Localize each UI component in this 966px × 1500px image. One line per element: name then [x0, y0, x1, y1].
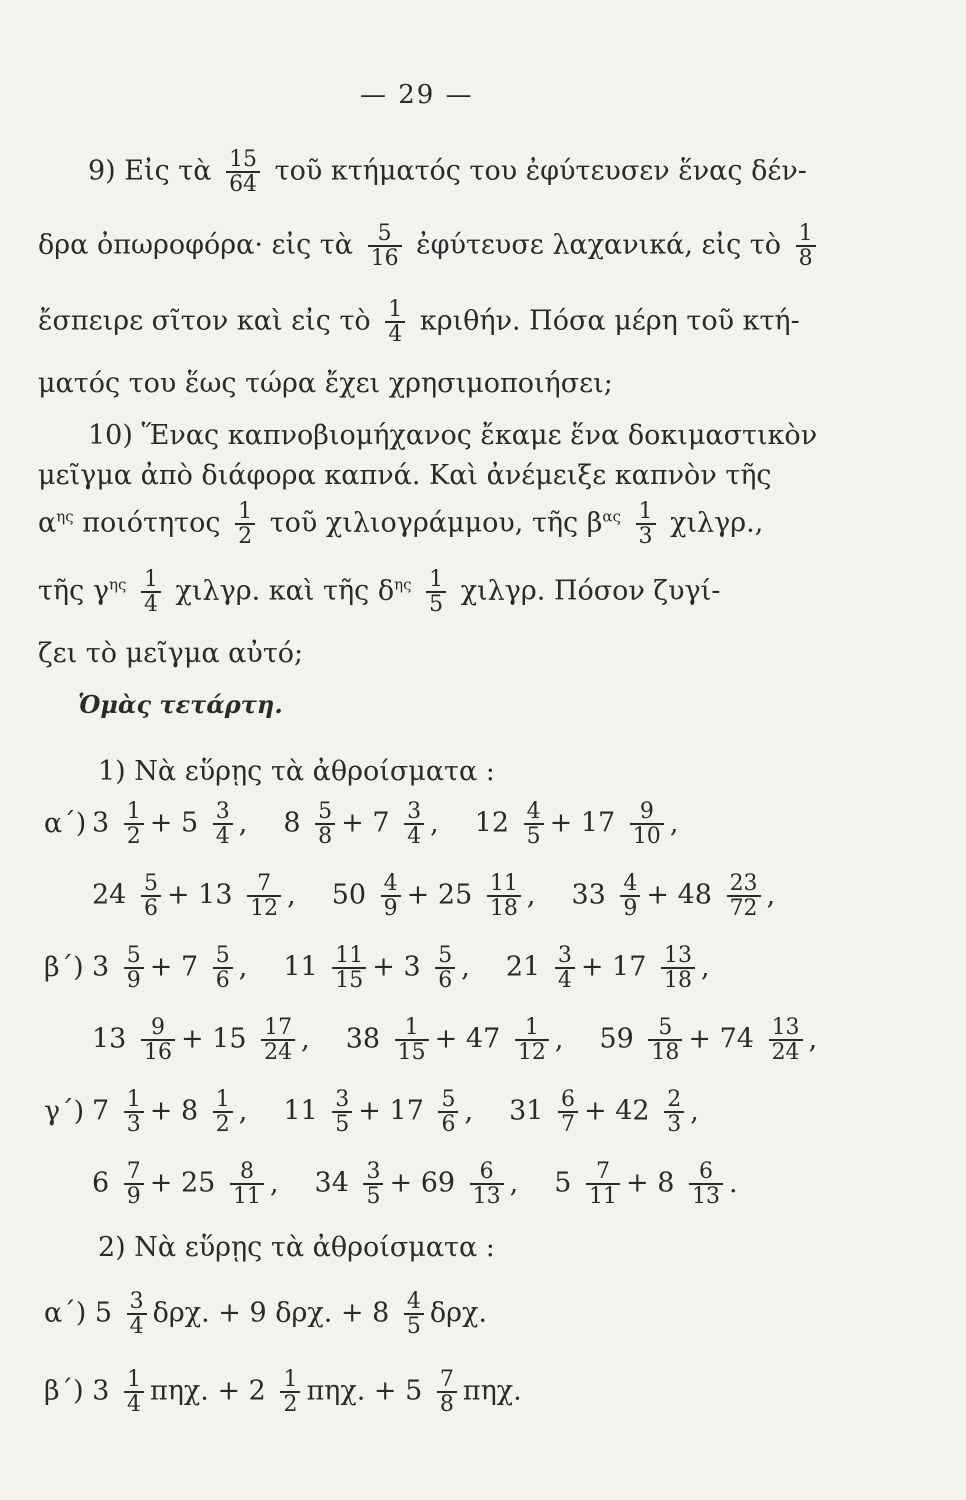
- fraction: $\frac{13}{18}$: [661, 944, 695, 992]
- fraction: $\frac{3}{4}$: [213, 800, 233, 848]
- problem10-line2: μεῖγμα ἀπὸ διάφορα καπνά. Καὶ ἀνέμειξε καπνὸν τῆς: [38, 460, 772, 491]
- sum-expression: 34 $\frac{3}{5}$ + 69 $\frac{6}{13}$ ,: [314, 1159, 519, 1210]
- text: ἔσπειρε σῖτον καὶ εἰς τὸ: [38, 305, 371, 337]
- problem9-line3: [38, 298, 800, 346]
- fraction: $\frac{9}{16}$: [141, 1016, 175, 1064]
- fraction: $\frac{5}{6}$: [141, 872, 161, 920]
- text: ἐφύτευσε λαχανικά, εἰς τὸ: [416, 229, 782, 261]
- sum-expression: 6 $\frac{7}{9}$ + 25 $\frac{8}{11}$ ,: [92, 1159, 279, 1210]
- problem10-line1: 10) Ἕνας καπνοβιομήχανος ἔκαμε ἕνα δοκιμαστικὸν: [88, 420, 818, 451]
- fraction: $\frac{3}{5}$: [332, 1088, 352, 1136]
- sum-expression: 59 $\frac{5}{18}$ + 74 $\frac{13}{24}$ ,: [599, 1015, 818, 1066]
- fraction: $\frac{7}{12}$: [247, 872, 281, 920]
- problem9-line2: [38, 222, 822, 270]
- fraction: $\frac{3}{4}$: [127, 1290, 147, 1338]
- problem9-line1: [88, 148, 807, 196]
- exercise1-row: [44, 872, 811, 920]
- fraction: $\frac{1}{2}$: [124, 800, 144, 848]
- text: δρα ὀπωροφόρα· εἰς τὰ: [38, 229, 353, 261]
- fraction: $\frac{1}{12}$: [515, 1016, 549, 1064]
- fraction: $\frac{13}{24}$: [769, 1016, 803, 1064]
- fraction: $\frac{4}{5}$: [524, 800, 544, 848]
- sum-expression: 38 $\frac{1}{15}$ + 47 $\frac{1}{12}$ ,: [345, 1015, 564, 1066]
- sum-expression: 3 $\frac{5}{9}$ + 7 $\frac{5}{6}$ ,: [92, 943, 248, 994]
- fraction: $\frac{1}{3}$: [636, 500, 656, 548]
- exercise1-row: [44, 1016, 853, 1064]
- sum-expression: 5 $\frac{7}{11}$ + 8 $\frac{6}{13}$ .: [554, 1159, 738, 1210]
- fraction: $\frac{11}{18}$: [487, 872, 521, 920]
- exercise2-title: 2) Νὰ εὕρῃς τὰ ἀθροίσματα :: [98, 1232, 495, 1263]
- fraction: $\frac{4}{5}$: [404, 1290, 424, 1338]
- fraction: $\frac{5}{8}$: [315, 800, 335, 848]
- fraction: $\frac{1}{4}$: [385, 298, 405, 346]
- fraction: $\frac{6}{13}$: [689, 1160, 723, 1208]
- sum-expression: 12 $\frac{4}{5}$ + 17 $\frac{9}{10}$ ,: [474, 799, 679, 850]
- exercise2-beta: β΄) 3 $\frac{1}{4}$ πηχ. + 2 $\frac{1}{2}$ πηχ. + 5 $\frac{7}{8}$ πηχ.: [44, 1367, 522, 1418]
- fraction: $\frac{1}{3}$: [124, 1088, 144, 1136]
- fraction: $\frac{7}{9}$: [124, 1160, 144, 1208]
- fraction: $\frac{1}{4}$: [124, 1368, 144, 1416]
- fraction: $\frac{2}{3}$: [664, 1088, 684, 1136]
- problem10-line4: τῆς $\gamma^{\eta\varsigma}$ $\frac{1}{4}$ χιλγρ. καὶ τῆς $\delta^{\eta\varsigma}$ $\frac{1}{5}$ χιλγρ. Πόσον ζυγί-: [38, 567, 721, 618]
- fraction: $\frac{9}{10}$: [630, 800, 664, 848]
- fraction: $\frac{1}{15}$: [395, 1016, 429, 1064]
- sum-expression: 3 $\frac{1}{2}$ + 5 $\frac{3}{4}$ ,: [92, 799, 248, 850]
- fraction: $\frac{6}{7}$: [558, 1088, 578, 1136]
- fraction: $\frac{5}{6}$: [213, 944, 233, 992]
- page-number: — 29 —: [360, 80, 474, 110]
- problem10-line3: $\alpha^{\eta\varsigma}$ ποιότητος $\frac{1}{2}$ τοῦ χιλιογράμμου, τῆς $\beta^{\alpha\varsigma}$ $\frac{1}{3}$ χιλγρ.,: [38, 499, 764, 550]
- sum-expression: 31 $\frac{6}{7}$ + 42 $\frac{2}{3}$ ,: [509, 1087, 699, 1138]
- sum-expression: 8 $\frac{5}{8}$ + 7 $\frac{3}{4}$ ,: [283, 799, 439, 850]
- exercise1-row: [44, 944, 746, 992]
- sum-expression: 24 $\frac{5}{6}$ + 13 $\frac{7}{12}$ ,: [92, 871, 296, 922]
- section-heading: Ὁμὰς τετάρτη.: [78, 690, 283, 719]
- fraction: $\frac{1}{2}$: [280, 1368, 300, 1416]
- exercise1-row: [44, 800, 714, 848]
- fraction: $\frac{3}{5}$: [363, 1160, 383, 1208]
- fraction: $\frac{1}{8}$: [796, 222, 816, 270]
- fraction: $\frac{1}{5}$: [426, 568, 446, 616]
- exercise1-row: [44, 1088, 735, 1136]
- sum-expression: 7 $\frac{1}{3}$ + 8 $\frac{1}{2}$ ,: [92, 1087, 248, 1138]
- sum-expression: 11 $\frac{3}{5}$ + 17 $\frac{5}{6}$ ,: [283, 1087, 474, 1138]
- fraction: $\frac{1}{4}$: [141, 568, 161, 616]
- fraction: $\frac{5}{9}$: [124, 944, 144, 992]
- problem10-line5: ζει τὸ μεῖγμα αὐτό;: [38, 638, 304, 669]
- row-label: α΄): [44, 807, 87, 839]
- fraction: $\frac{15}{64}$: [226, 148, 260, 196]
- text: κριθήν. Πόσα μέρη τοῦ κτή-: [419, 305, 800, 337]
- fraction: $\frac{17}{24}$: [261, 1016, 295, 1064]
- fraction: $\frac{5}{18}$: [648, 1016, 682, 1064]
- fraction: $\frac{7}{8}$: [437, 1368, 457, 1416]
- text: 9) Εἰς τὰ: [88, 155, 212, 187]
- fraction: $\frac{23}{72}$: [727, 872, 761, 920]
- exercise2-alpha: α΄) 5 $\frac{3}{4}$ δρχ. + 9 δρχ. + 8 $\frac{4}{5}$ δρχ.: [44, 1289, 487, 1340]
- exercise1-row: [44, 1160, 774, 1208]
- row-label: γ΄): [44, 1095, 85, 1127]
- sum-expression: 13 $\frac{9}{16}$ + 15 $\frac{17}{24}$ ,: [92, 1015, 310, 1066]
- fraction: $\frac{5}{6}$: [435, 944, 455, 992]
- sum-expression: 50 $\frac{4}{9}$ + 25 $\frac{11}{18}$ ,: [331, 871, 536, 922]
- fraction: $\frac{4}{9}$: [620, 872, 640, 920]
- fraction: $\frac{11}{15}$: [332, 944, 366, 992]
- fraction: $\frac{3}{4}$: [555, 944, 575, 992]
- fraction: $\frac{6}{13}$: [470, 1160, 504, 1208]
- fraction: $\frac{3}{4}$: [404, 800, 424, 848]
- sum-expression: 21 $\frac{3}{4}$ + 17 $\frac{13}{18}$ ,: [505, 943, 710, 994]
- fraction: $\frac{4}{9}$: [381, 872, 401, 920]
- exercise1-title: 1) Νὰ εὕρῃς τὰ ἀθροίσματα :: [98, 756, 495, 787]
- fraction: $\frac{5}{16}$: [368, 222, 402, 270]
- fraction: $\frac{8}{11}$: [230, 1160, 264, 1208]
- fraction: $\frac{5}{6}$: [438, 1088, 458, 1136]
- row-label: β΄): [44, 951, 84, 983]
- sum-expression: 33 $\frac{4}{9}$ + 48 $\frac{23}{72}$ ,: [571, 871, 776, 922]
- problem9-line4: ματός του ἕως τώρα ἔχει χρησιμοποιήσει;: [38, 368, 613, 399]
- fraction: $\frac{1}{2}$: [235, 500, 255, 548]
- sum-expression: 11 $\frac{11}{15}$ + 3 $\frac{5}{6}$ ,: [283, 943, 470, 994]
- fraction: $\frac{7}{11}$: [586, 1160, 620, 1208]
- text: τοῦ κτήματός του ἐφύτευσεν ἕνας δέν-: [274, 155, 807, 187]
- fraction: $\frac{1}{2}$: [213, 1088, 233, 1136]
